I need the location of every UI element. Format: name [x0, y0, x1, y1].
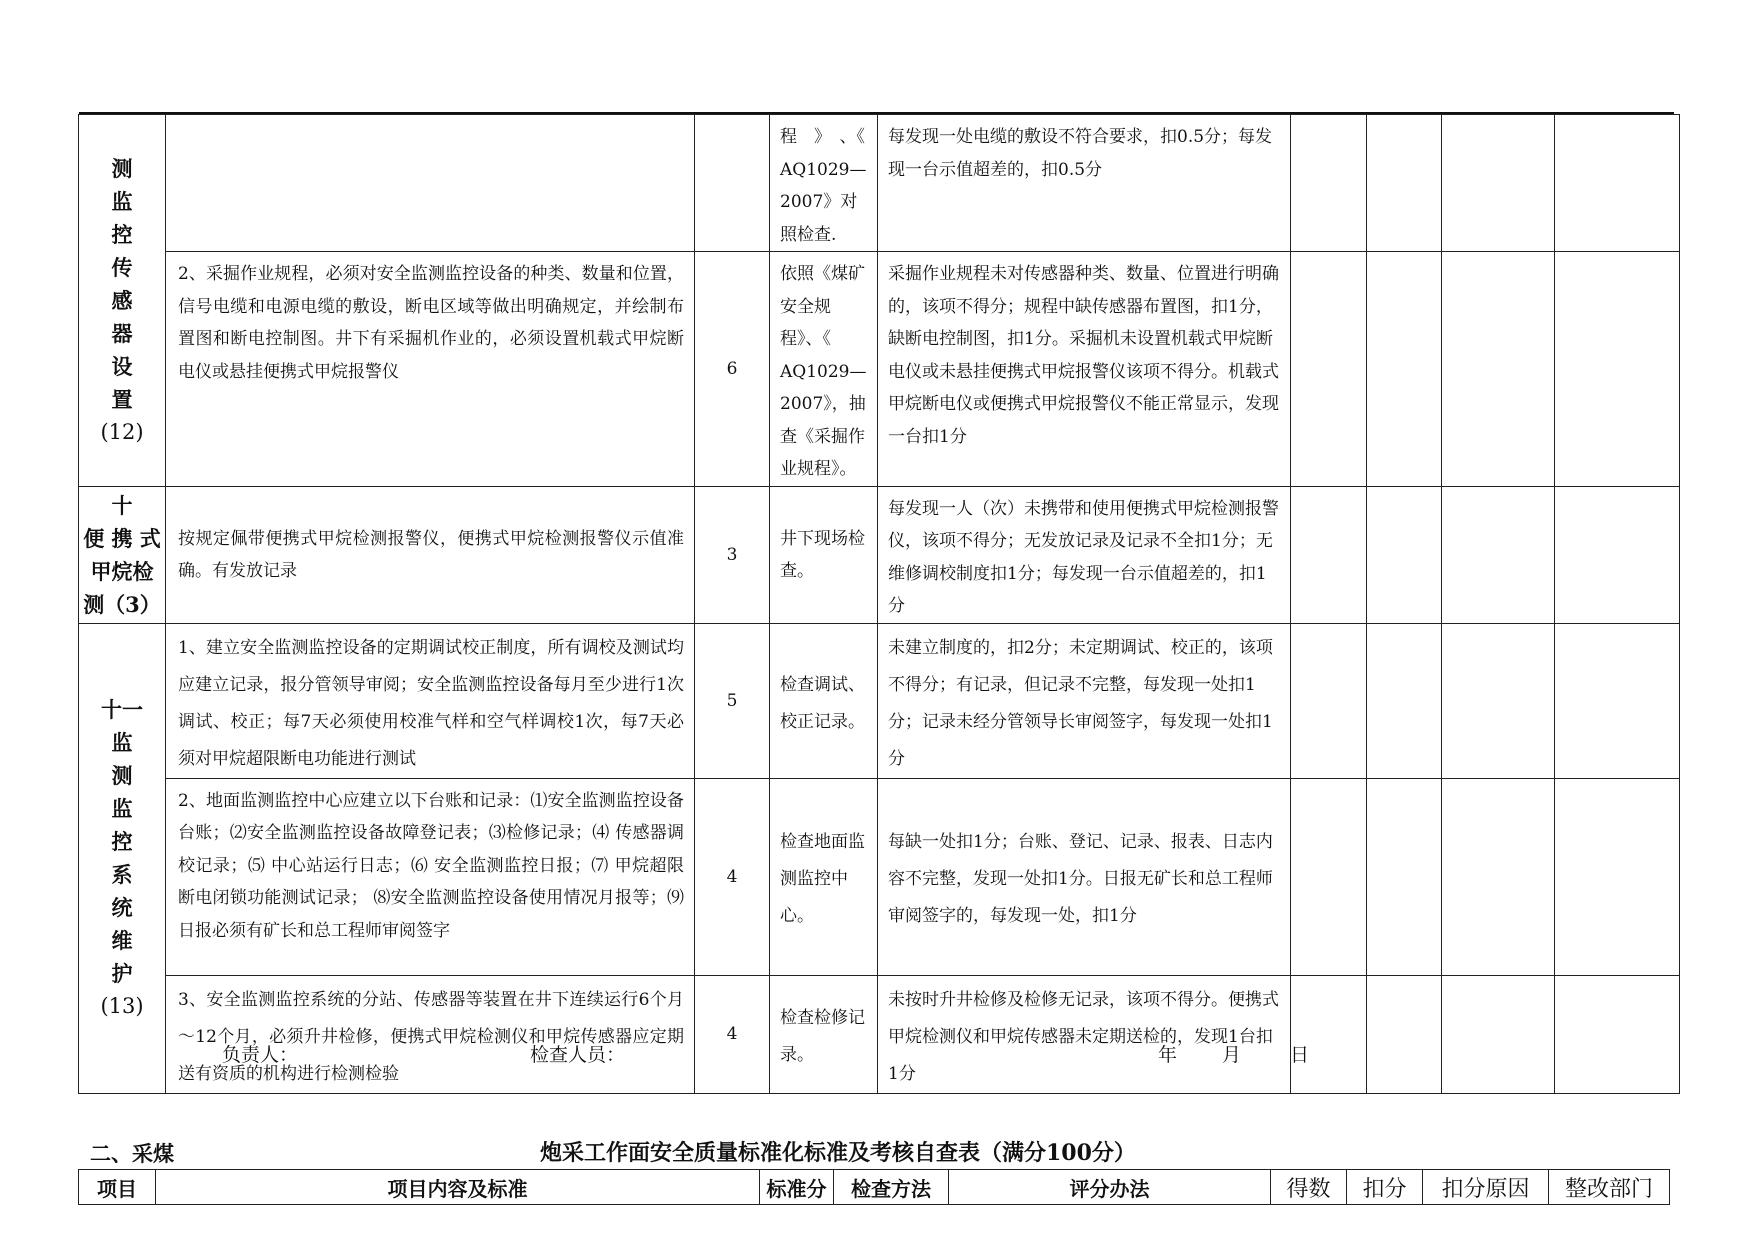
header-cell-points: 得数: [1271, 1170, 1347, 1205]
header-cell-scoring: 评分办法: [949, 1170, 1271, 1205]
category-char: 测: [111, 155, 133, 181]
rule-cell: 每发现一人（次）未携带和使用便携式甲烷检测报警仪，该项不得分；无发放记录及记录不全扣1分；无维修调校制度扣1分；每发现一台示值超差的，扣1分: [878, 486, 1291, 623]
score-cell: [695, 115, 770, 252]
category-char: 监: [111, 730, 133, 755]
content-cell: [166, 115, 695, 252]
category-char: 护: [111, 961, 133, 986]
header-cell-deduction: 扣分: [1347, 1170, 1423, 1205]
table-row: [79, 975, 1680, 1093]
points-cell: [1291, 486, 1367, 623]
deduction-cell: [1367, 778, 1442, 975]
reason-cell: [1442, 975, 1555, 1093]
category-cell-portable-methane: [79, 486, 166, 623]
method-cell: 检查调试、校正记录。: [770, 623, 878, 778]
deduction-cell: [1367, 486, 1442, 623]
method-cell: 检查地面监测监控中心。: [770, 778, 878, 975]
content-cell: 1、建立安全监测监控设备的定期调试校正制度，所有调校及测试均应建立记录，报分管领导审阅；安全监测监控设备每月至少进行1次调试、校正；每7天必须使用校准气样和空气样调校1次，每7天必须对甲烷超限断电功能进行测试: [166, 623, 695, 778]
rule-cell: 每发现一处电缆的敷设不符合要求，扣0.5分；每发现一台示值超差的，扣0.5分: [878, 115, 1291, 252]
header-cell-department: 整改部门: [1549, 1170, 1670, 1205]
category-char: 器: [111, 320, 133, 346]
content-cell: 3、安全监测监控系统的分站、传感器等装置在井下连续运行6个月～12个月，必须升井检修，便携式甲烷检测仪和甲烷传感器应定期送有资质的机构进行检测检验: [166, 975, 695, 1093]
category-line: 便 携 式: [83, 525, 161, 551]
score-cell: 4: [695, 778, 770, 975]
department-cell: [1555, 115, 1680, 252]
category-char: 统: [111, 895, 133, 920]
table-row: [79, 115, 1680, 252]
day-label: 日: [1290, 1044, 1310, 1066]
content-cell: 2、地面监测监控中心应建立以下台账和记录：⑴安全监测监控设备台账；⑵安全监测监控设备故障登记表；⑶检修记录；⑷ 传感器调校记录；⑸ 中心站运行日志；⑹ 安全监测监控日报；⑺ 甲烷超限断电闭锁功能测试记录； ⑻安全监测监控设备使用情况月报等；⑼日报必须有矿长和总工程师审阅签字: [166, 778, 695, 975]
table-header-row: [79, 1170, 1670, 1205]
score-cell: 5: [695, 623, 770, 778]
points-cell: [1291, 252, 1367, 487]
section-label: 二、采煤: [90, 1141, 174, 1166]
category-char: 十一: [101, 697, 143, 722]
table-row: [79, 486, 1680, 623]
header-cell-content: 项目内容及标准: [156, 1170, 760, 1205]
score-cell: 3: [695, 486, 770, 623]
category-char: 维: [111, 928, 133, 953]
points-cell: [1291, 975, 1367, 1093]
category-char: 感: [111, 287, 133, 313]
method-cell: 依照《煤矿安全规程》、《 AQ1029—2007》，抽查《采掘作业规程》。: [770, 252, 878, 487]
rule-cell: 采掘作业规程未对传感器种类、数量、位置进行明确的，该项不得分；规程中缺传感器布置图，扣1分，缺断电控制图，扣1分。采掘机未设置机载式甲烷断电仪或未悬挂便携式甲烷报警仪该项不得分。机载式甲烷断电仪或便携式甲烷报警仪不能正常显示，发现一台扣1分: [878, 252, 1291, 487]
category-line: 测（3）: [83, 591, 161, 617]
category-char: 传: [111, 254, 133, 280]
deduction-cell: [1367, 975, 1442, 1093]
category-cell-monitor-sensor: [79, 115, 166, 487]
deduction-cell: [1367, 252, 1442, 487]
table-row: [79, 252, 1680, 487]
reason-cell: [1442, 486, 1555, 623]
deduction-cell: [1367, 115, 1442, 252]
header-cell-reason: 扣分原因: [1423, 1170, 1549, 1205]
points-cell: [1291, 778, 1367, 975]
category-char: 控: [111, 221, 133, 247]
category-line: 甲烷检: [90, 558, 154, 584]
score-cell: 6: [695, 252, 770, 487]
inspection-table: [78, 114, 1680, 1094]
category-char: 系: [111, 862, 133, 887]
department-cell: [1555, 252, 1680, 487]
rule-cell: 未按时升井检修及检修无记录，该项不得分。便携式甲烷检测仪和甲烷传感器未定期送检的，发现1台扣1分: [878, 975, 1291, 1093]
reason-cell: [1442, 623, 1555, 778]
rule-cell: 未建立制度的，扣2分；未定期调试、校正的，该项不得分；有记录，但记录不完整，每发现一处扣1分；记录未经分管领导长审阅签字，每发现一处扣1分: [878, 623, 1291, 778]
department-cell: [1555, 975, 1680, 1093]
points-cell: [1291, 115, 1367, 252]
category-char: 设: [111, 353, 133, 379]
department-cell: [1555, 623, 1680, 778]
department-cell: [1555, 486, 1680, 623]
content-cell: 按规定佩带便携式甲烷检测报警仪，便携式甲烷检测报警仪示值准确。有发放记录: [166, 486, 695, 623]
signature-row: [0, 1040, 1754, 1074]
points-cell: [1291, 623, 1367, 778]
method-cell: 程 》 、《 AQ1029—2007》对照检查.: [770, 115, 878, 252]
category-char: 监: [111, 796, 133, 821]
category-cell-system-maintenance: [79, 623, 166, 1093]
category-char: 控: [111, 829, 133, 854]
table-row: [79, 778, 1680, 975]
header-cell-standard-score: 标准分: [760, 1170, 834, 1205]
content-cell: 2、采掘作业规程，必须对安全监测监控设备的种类、数量和位置，信号电缆和电源电缆的敷设，断电区域等做出明确规定，并绘制布置图和断电控制图。井下有采掘机作业的，必须设置机载式甲烷断电仪或悬挂便携式甲烷报警仪: [166, 252, 695, 487]
score-cell: 4: [695, 975, 770, 1093]
reason-cell: [1442, 115, 1555, 252]
inspector-label: 检查人员：: [530, 1044, 626, 1066]
year-label: 年: [1158, 1044, 1178, 1066]
category-score: (12): [100, 419, 144, 444]
month-label: 月: [1222, 1044, 1242, 1066]
rule-cell: 每缺一处扣1分；台账、登记、记录、报表、日志内容不完整，发现一处扣1分。日报无矿长和总工程师审阅签字的，每发现一处，扣1分: [878, 778, 1291, 975]
method-cell: 检查检修记录。: [770, 975, 878, 1093]
section2-header-table: [78, 1169, 1670, 1205]
responsible-label: 负责人：: [222, 1044, 299, 1066]
header-cell-item: 项目: [79, 1170, 156, 1205]
reason-cell: [1442, 252, 1555, 487]
method-cell: 井下现场检查。: [770, 486, 878, 623]
table-row: [79, 623, 1680, 778]
header-cell-method: 检查方法: [834, 1170, 949, 1205]
category-line: 十: [111, 492, 133, 518]
category-char: 测: [111, 763, 133, 788]
category-char: 置: [111, 386, 133, 412]
category-score: (13): [100, 994, 144, 1018]
reason-cell: [1442, 778, 1555, 975]
document-title: 炮采工作面安全质量标准化标准及考核自查表（满分100分）: [540, 1140, 1136, 1166]
category-char: 监: [111, 188, 133, 214]
department-cell: [1555, 778, 1680, 975]
deduction-cell: [1367, 623, 1442, 778]
